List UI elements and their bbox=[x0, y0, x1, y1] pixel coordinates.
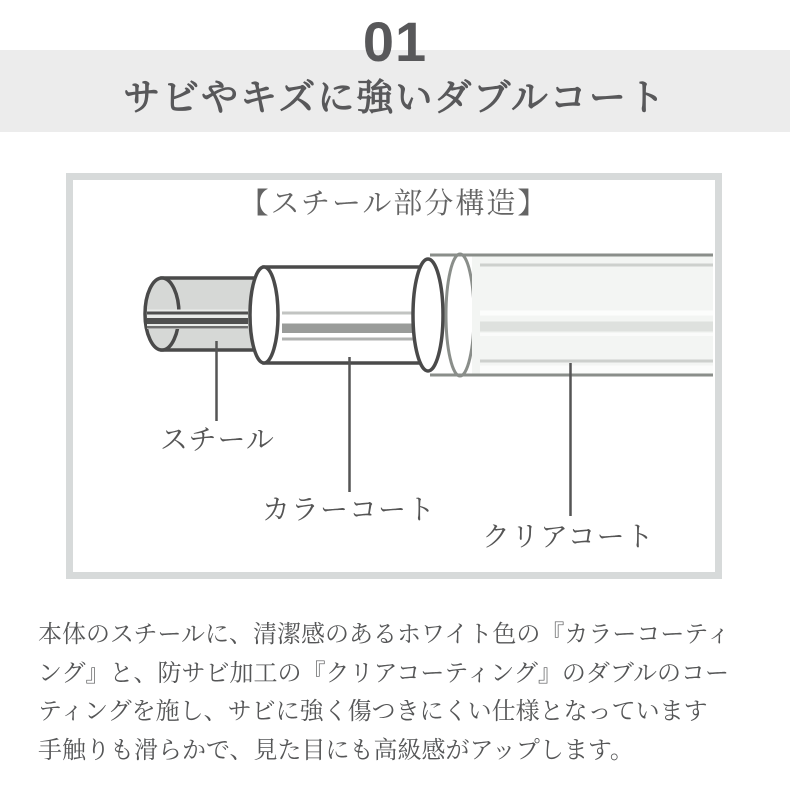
description-line: 本体のスチールに、清潔感のあるホワイト色の『カラーコーティ bbox=[38, 621, 731, 648]
section-heading: サビやキズに強いダブルコート bbox=[123, 77, 667, 118]
label-steel: スチール bbox=[160, 424, 275, 455]
description-text bbox=[38, 616, 762, 770]
description-line: ング』と、防サビ加工の『クリアコーティング』のダブルのコー bbox=[38, 659, 729, 687]
section-number: 01 bbox=[362, 10, 428, 73]
label-clear-coat: クリアコート bbox=[482, 521, 655, 552]
diagram-title: 【スチール部分構造】 bbox=[239, 188, 549, 220]
description-line: ティングを施し、サビに強く傷つきにくい仕様となっています bbox=[38, 698, 708, 725]
description-line: 手触りも滑らかで、見た目にも高級感がアップします。 bbox=[38, 736, 634, 764]
label-color-coat: カラーコート bbox=[262, 494, 437, 525]
